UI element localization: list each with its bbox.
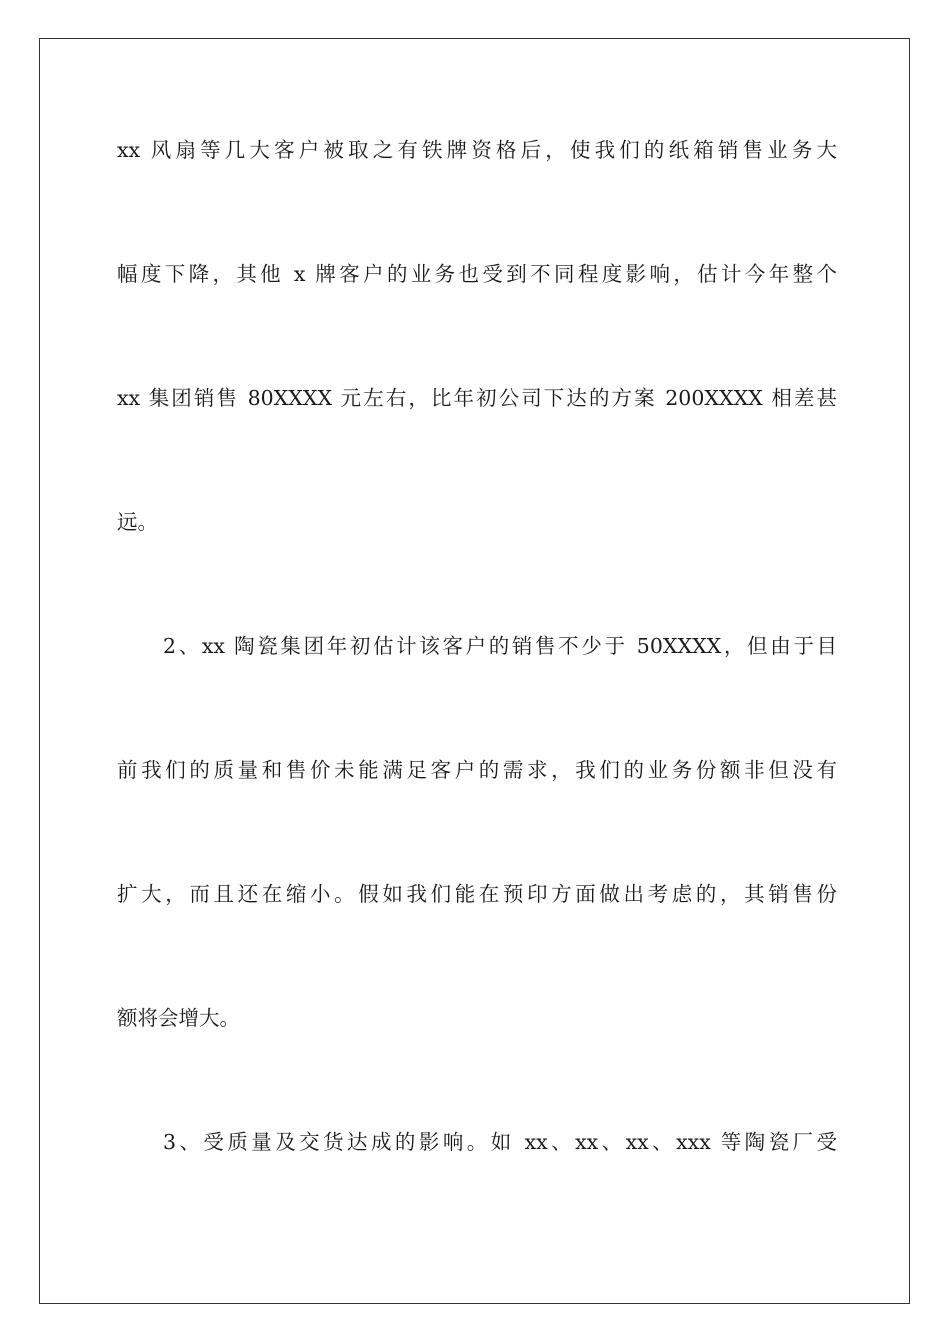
paragraph-line: 2、xx 陶瓷集团年初估计该客户的销售不少于 50XXXX，但由于目	[163, 634, 837, 658]
paragraph-line: 前我们的质量和售价未能满足客户的需求，我们的业务份额非但没有	[117, 758, 837, 782]
page-border	[39, 38, 910, 1304]
paragraph-line: xx 集团销售 80XXXX 元左右，比年初公司下达的方案 200XXXX 相差甚	[117, 386, 837, 410]
paragraph-line: 扩大，而且还在缩小。假如我们能在预印方面做出考虑的，其销售份	[117, 882, 837, 906]
paragraph-line: xx 风扇等几大客户被取之有铁牌资格后，使我们的纸箱销售业务大	[117, 138, 837, 162]
paragraph-line: 幅度下降，其他 x 牌客户的业务也受到不同程度影响，估计今年整个	[117, 262, 837, 286]
paragraph-line: 额将会增大。	[117, 1006, 240, 1030]
paragraph-line: 3、受质量及交货达成的影响。如 xx、xx、xx、xxx 等陶瓷厂受	[163, 1130, 837, 1154]
paragraph-line: 远。	[117, 510, 158, 534]
